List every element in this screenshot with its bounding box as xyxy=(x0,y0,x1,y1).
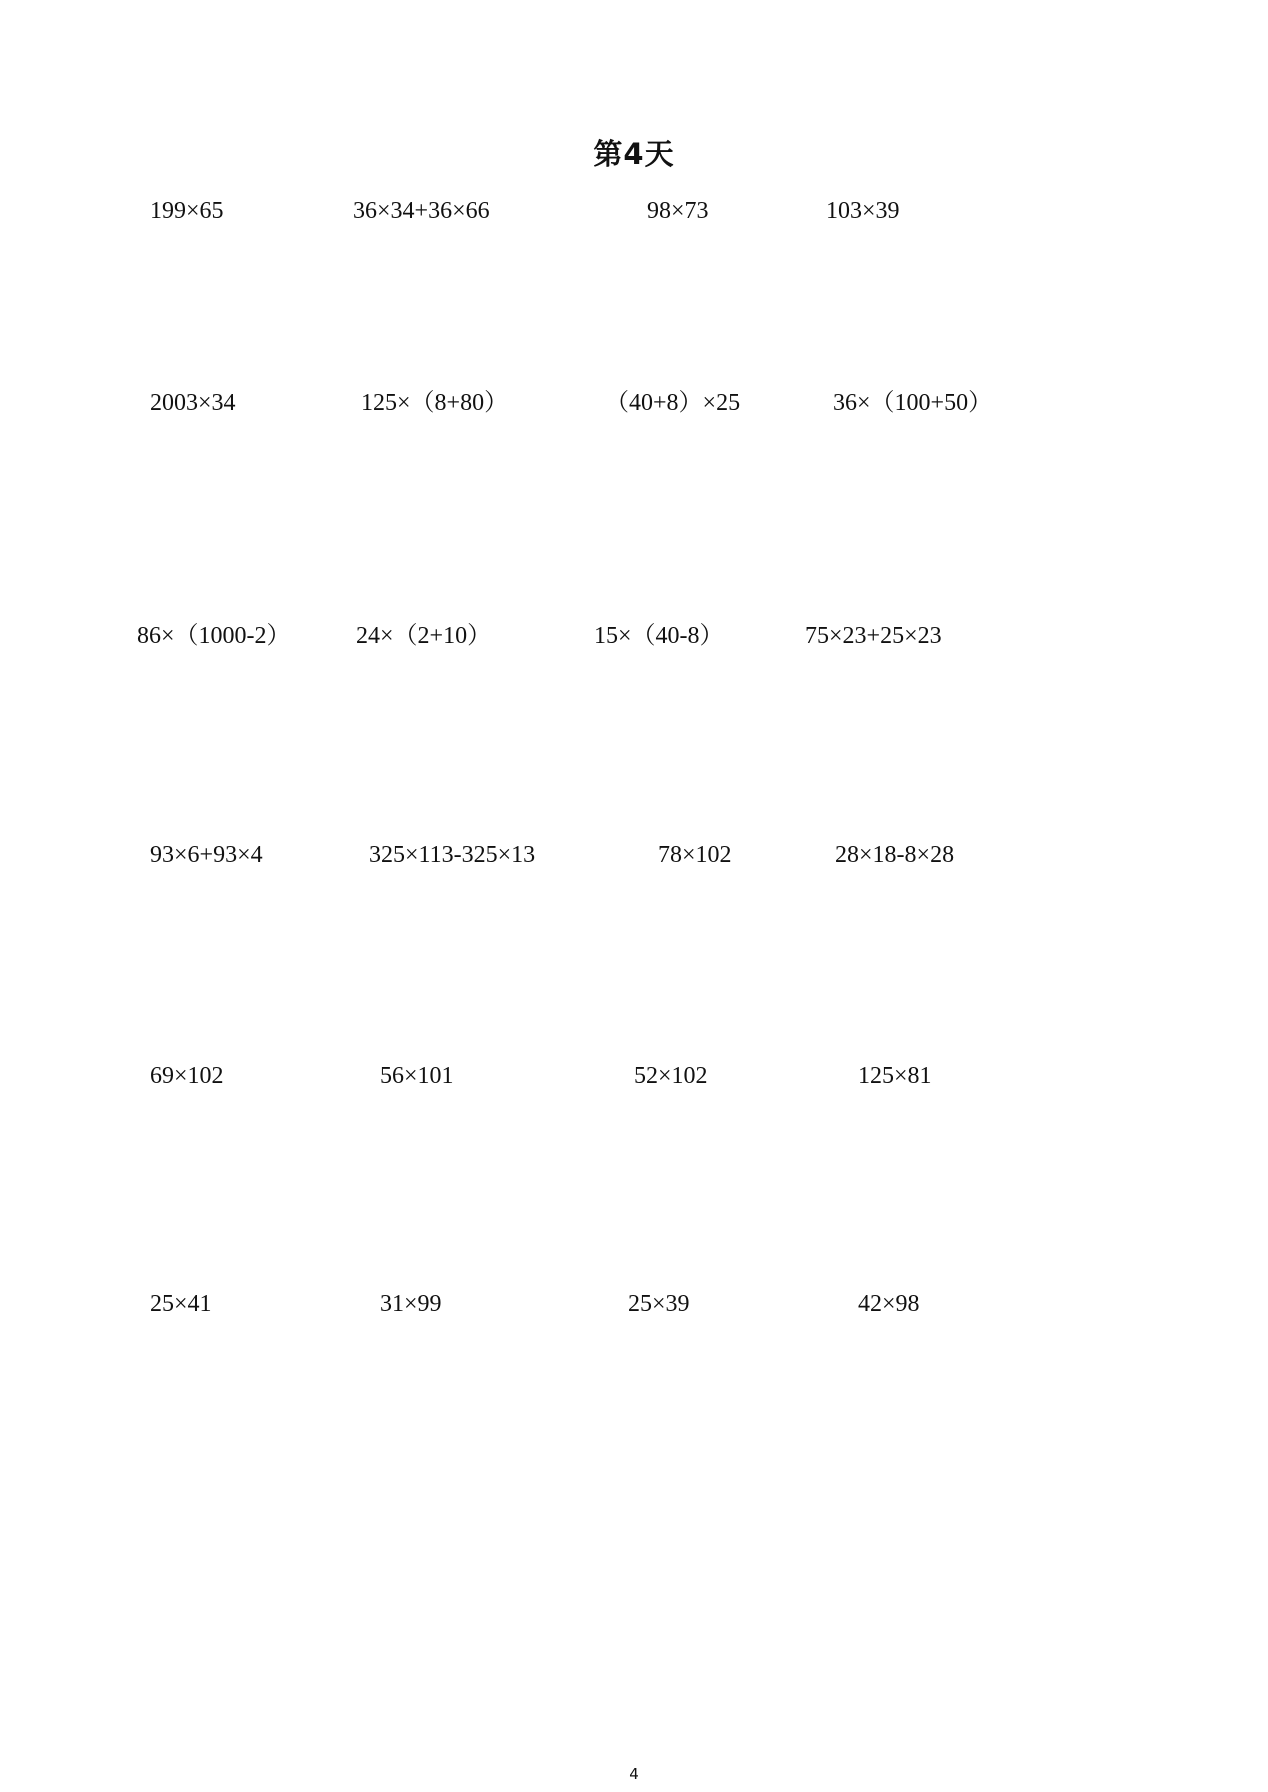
problem-item: 52×102 xyxy=(634,1063,708,1089)
problem-item: 199×65 xyxy=(150,198,224,224)
page-number: 4 xyxy=(629,1765,639,1783)
problem-item: 2003×34 xyxy=(150,390,236,416)
problem-item: （40+8）×25 xyxy=(605,390,741,416)
problem-item: 103×39 xyxy=(826,198,900,224)
problem-item: 125×（8+80） xyxy=(361,390,509,416)
problem-item: 325×113-325×13 xyxy=(369,842,536,868)
problem-item: 56×101 xyxy=(380,1063,454,1089)
problem-item: 86×（1000-2） xyxy=(137,623,291,649)
problem-item: 93×6+93×4 xyxy=(150,842,263,868)
problem-item: 75×23+25×23 xyxy=(805,623,942,649)
page-title: 第4天 xyxy=(593,137,675,171)
problem-item: 98×73 xyxy=(647,198,709,224)
problem-item: 36×34+36×66 xyxy=(353,198,490,224)
problem-item: 125×81 xyxy=(858,1063,932,1089)
problem-item: 31×99 xyxy=(380,1291,442,1317)
problem-item: 15×（40-8） xyxy=(594,623,724,649)
problem-item: 42×98 xyxy=(858,1291,920,1317)
problem-item: 25×39 xyxy=(628,1291,690,1317)
problem-item: 36×（100+50） xyxy=(833,390,993,416)
problem-item: 69×102 xyxy=(150,1063,224,1089)
problem-item: 24×（2+10） xyxy=(356,623,492,649)
problem-item: 25×41 xyxy=(150,1291,212,1317)
problem-item: 28×18-8×28 xyxy=(835,842,955,868)
problem-item: 78×102 xyxy=(658,842,732,868)
